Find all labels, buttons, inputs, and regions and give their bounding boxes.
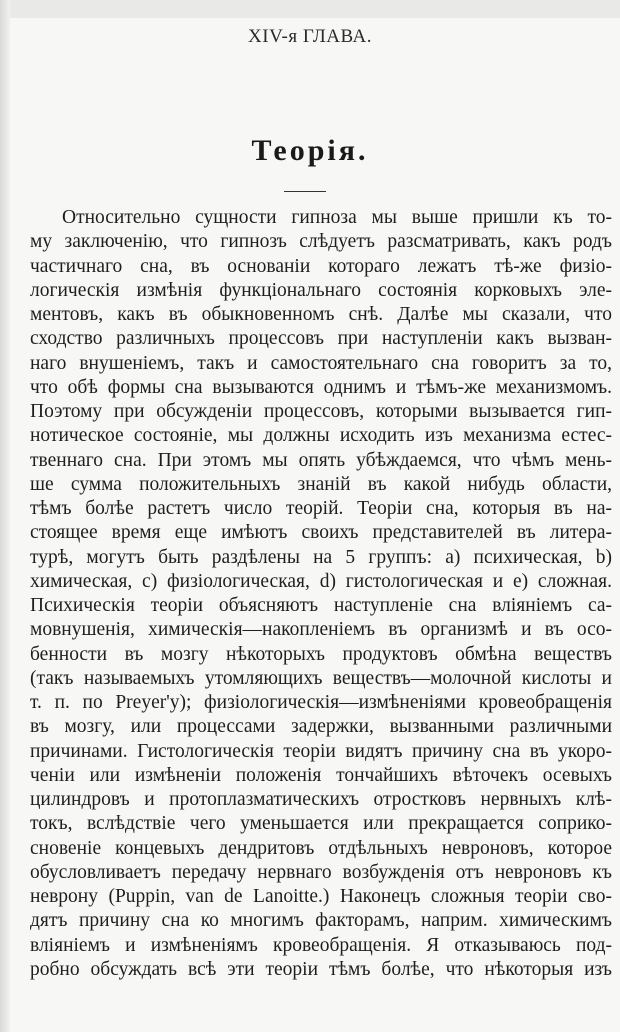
body-line: токъ, вслѣдствіе чего уменьшается или прекращается соприко- <box>30 813 612 835</box>
chapter-title: Теорія. <box>251 134 369 167</box>
body-line: дятъ причину сна ко многимъ факторамъ, наприм. химическимъ <box>30 910 612 932</box>
body-line: нотическое состояніе, мы должны исходить изъ механизма естес- <box>30 425 612 447</box>
body-line: причинами. Гистологическія теоріи видятъ причину сна въ укоро- <box>30 740 612 762</box>
body-line: ментовъ, какъ въ обыкновенномъ снѣ. Далѣе мы сказали, что <box>30 304 612 325</box>
body-line: мовнушенія, химическія—накопленіемъ въ организмѣ и въ осо- <box>30 619 612 641</box>
body-line: робно обсуждать всѣ эти теоріи тѣмъ болѣе, что нѣкоторыя изъ <box>30 958 612 980</box>
body-line: (такъ называемыхъ утомляющихъ веществъ—молочной кислоты и <box>30 667 612 689</box>
body-line: Психическія теоріи объясняютъ наступленіе сна вліяніемъ са- <box>30 595 612 616</box>
body-line: ше сумма положительныхъ знаній въ какой нибудь области, <box>30 473 612 495</box>
body-text <box>30 206 612 982</box>
body-line: въ мозгу, или процессами задержки, вызванными различными <box>30 716 612 738</box>
body-line: твеннаго сна. При этомъ мы опять убѣждаемся, что чѣмъ мень- <box>30 449 612 471</box>
body-line: Относительно сущности гипноза мы выше пришли къ то- <box>62 207 612 228</box>
scan-top-band <box>0 0 620 18</box>
body-line: му заключенію, что гипнозъ слѣдуетъ разсматривать, какъ родъ <box>30 231 612 253</box>
body-line: Поэтому при обсужденіи процессовъ, которыми вызывается гип- <box>30 401 612 422</box>
body-line: сновеніе концевыхъ дендритовъ отдѣльныхъ невроновъ, которое <box>30 837 612 859</box>
body-line: логическія измѣнія функціональнаго состоянія корковыхъ эле- <box>30 279 612 301</box>
body-line: цилиндровъ и протоплазматическихъ отростковъ нервныхъ клѣ- <box>30 789 612 810</box>
running-head: XIV-я ГЛАВА. <box>248 26 372 47</box>
body-line: тѣмъ болѣе растетъ число теорій. Теоріи сна, которыя въ на- <box>30 498 612 519</box>
body-line: ченіи или измѣненіи положенія тончайшихъ вѣточекъ осевыхъ <box>30 764 612 786</box>
title-rule <box>284 191 326 192</box>
body-line: бенности въ мозгу нѣкоторыхъ продуктовъ обмѣна веществъ <box>30 643 612 665</box>
body-line: обусловливаетъ передачу нервнаго возбужденія отъ невроновъ къ <box>30 861 612 883</box>
body-line: стоящее время еще имѣютъ своихъ представителей въ литера- <box>30 522 612 544</box>
body-line: вліяніемъ и измѣненіямъ кровеобращенія. Я отказываюсь под- <box>30 934 612 956</box>
body-line: неврону (Puppin, van de Lanoitte.) Наконецъ сложныя теоріи сво- <box>30 886 612 907</box>
body-line: турѣ, могутъ быть раздѣлены на 5 группъ: a) психическая, b) <box>30 546 612 568</box>
body-line: т. п. по Preyer'y); физіологическія—измѣненіями кровеобращенія <box>30 692 612 713</box>
body-line: частичнаго сна, въ основаніи котораго лежатъ тѣ-же физіо- <box>30 255 612 277</box>
body-line: что обѣ формы сна вызываются однимъ и тѣмъ-же механизмомъ. <box>30 376 612 398</box>
body-line: химическая, c) физіологическая, d) гистологическая и e) сложная. <box>30 570 612 592</box>
body-line: наго внушеніемъ, такъ и самостоятельнаго сна говоритъ за то, <box>30 352 612 374</box>
body-line: сходство различныхъ процессовъ при наступленіи какъ вызван- <box>30 328 612 350</box>
